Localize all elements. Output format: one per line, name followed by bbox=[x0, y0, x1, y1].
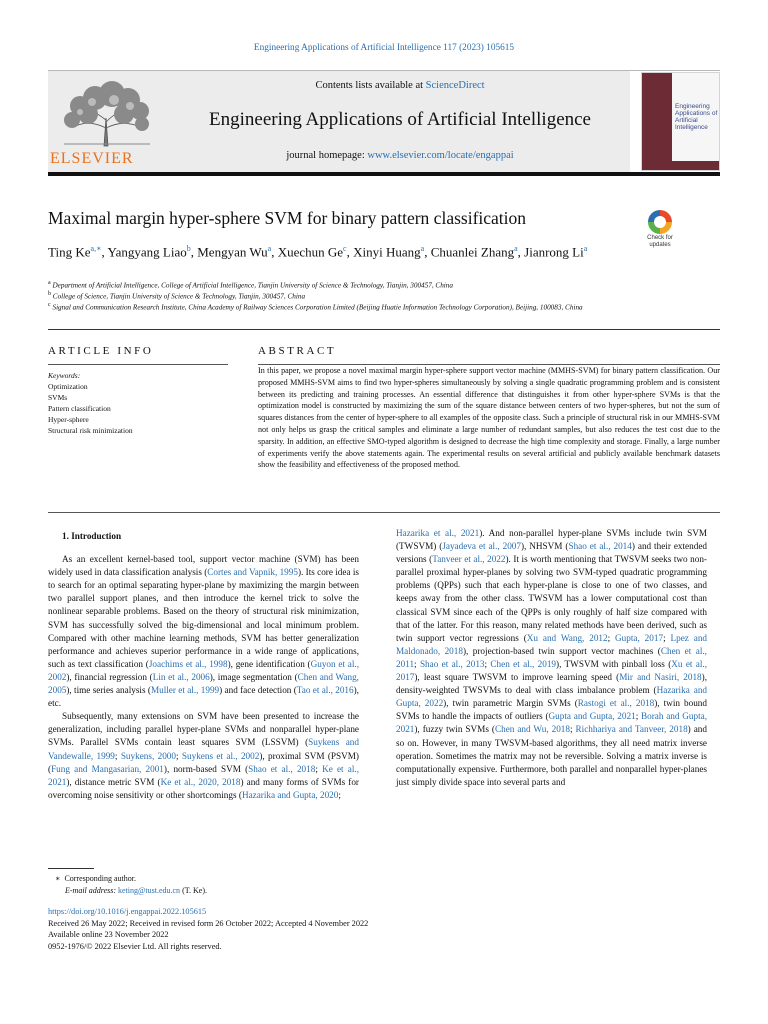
intro-paragraph-3 bbox=[396, 527, 707, 789]
citation-link[interactable]: Chen and Wu, 2018 bbox=[494, 724, 570, 735]
cover-bottom-strip bbox=[642, 161, 720, 171]
text-run: ), gene identification ( bbox=[227, 658, 311, 669]
author-name: Xuechun Ge bbox=[277, 244, 344, 260]
citation-link[interactable]: Shao et al., 2014 bbox=[568, 541, 632, 552]
citation-link[interactable]: Suykens, 2000 bbox=[120, 750, 176, 761]
check-for-updates-badge[interactable] bbox=[640, 210, 680, 260]
text-run: ), proximal SVM (PSVM) ( bbox=[48, 750, 359, 774]
author-affil-mark[interactable]: b bbox=[186, 244, 191, 253]
text-run: ), TWSVM with pinball loss ( bbox=[556, 658, 672, 669]
text-run: ), image segmentation ( bbox=[209, 671, 298, 682]
email-suffix: (T. Ke). bbox=[182, 886, 208, 895]
text-run: ), twin parametric Margin SVMs ( bbox=[443, 698, 578, 709]
citation-link[interactable]: Hazarika and Gupta, 2020 bbox=[241, 789, 339, 800]
text-run: ) and so on. However, in many TWSVM-based algorithms, they all need matrix inverse operation. Sometimes the matrix may not be reversible. Solving a matrix inverse is computationally expensive. Furthermore, both parallel and nonparallel hyper-planes just simply divide space into several parts and bbox=[396, 724, 707, 787]
citation-link[interactable]: Ke et al., 2021 bbox=[48, 763, 360, 787]
text-run: ), time series analysis ( bbox=[66, 685, 151, 696]
text-run: ) and many forms of SVMs for overcoming noise sensitivity or other shortcomings ( bbox=[48, 776, 359, 800]
citation-link[interactable]: Richhariya and Tanveer, 2018 bbox=[575, 724, 688, 735]
cover-title: Engineering Applications of Artificial Intelligence bbox=[675, 103, 718, 131]
text-run: ; bbox=[414, 658, 420, 669]
citation-link[interactable]: Cortes and Vapnik, 1995 bbox=[207, 567, 298, 578]
keyword-item: Optimization bbox=[48, 382, 88, 391]
journal-homepage-link[interactable]: www.elsevier.com/locate/engappai bbox=[367, 150, 514, 161]
contents-available-line bbox=[170, 80, 630, 91]
check-for-updates-label: Check for updates bbox=[647, 235, 673, 248]
text-run: ; bbox=[114, 750, 121, 761]
doi-link[interactable]: https://doi.org/10.1016/j.engappai.2022.105615 bbox=[48, 907, 207, 916]
citation-link[interactable]: Xu et al., 2017 bbox=[396, 658, 708, 683]
affiliations-rule bbox=[48, 329, 720, 330]
affiliation-text: Signal and Communication Research Institute, China Academy of Railway Sciences Corporation Limited (Beijing Huatie Information Technology Corporation), Beijing, 100083, China bbox=[52, 303, 583, 312]
email-line bbox=[55, 885, 355, 897]
text-run: ), density-weighted TWSVMs to deal with class imbalance problem ( bbox=[396, 672, 708, 696]
journal-cover-thumbnail[interactable] bbox=[641, 72, 720, 171]
text-run: ). It is worth mentioning that TWSVM seeks two non-parallel proximal hyper-planes by solving two SVM-typed quadratic programming problems (QPPs) such that each hyper-plane is close to one of two classes, and keeps away from the other class. TWSVM has a lower computational cost than classical SVM since each of the QPPs is only roughly of half size compared with that of the latter. For this reason, many related methods have been derived, such as twin support vector regressions ( bbox=[396, 554, 707, 643]
text-run: ) and face detection ( bbox=[219, 685, 297, 696]
text-run: ; bbox=[570, 724, 576, 735]
author-list: Ting $Ke^{a,∗}$, Yangyang Liao$^b$, Mengyan Wu$^a$, Xuechun Ge$^c$, Xinyi Huang$^a$, Chuanlei Zhang$^a$, Jianrong Li$^a$ bbox=[48, 244, 588, 260]
citation-link[interactable]: Suykens and Vandewalle, 1999 bbox=[48, 737, 359, 761]
keywords-label: Keywords: bbox=[48, 371, 81, 380]
author-affil-mark[interactable]: a bbox=[420, 244, 425, 253]
text-run: ). Its core idea is to search for an optimal separating hyper-plane by maximizing the margin between two parallel support planes, and then introduce the kernel trick to solve the nonlinear separable problems. Based on the theory of structural risk minimization, SVM has successfully solved the big-dimensional and local minimum problem. Compared with other machine learning methods, SVM has better generalization performance and achieves superior performance in a wide range of applications, such as text classification ( bbox=[48, 567, 359, 669]
copyright-line: 0952-1976/© 2022 Elsevier Ltd. All rights reserved. bbox=[48, 941, 222, 951]
citation-link[interactable]: Joachims et al., 1998 bbox=[148, 658, 228, 669]
author-affil-mark[interactable]: c bbox=[343, 244, 347, 253]
corresponding-text: Corresponding author. bbox=[64, 874, 136, 883]
citation-link[interactable]: Gupta and Gupta, 2021 bbox=[548, 711, 636, 722]
email-link[interactable]: keting@tust.edu.cn bbox=[118, 886, 181, 895]
keywords-block bbox=[48, 370, 228, 436]
text-run: ) and their extended versions ( bbox=[396, 541, 707, 565]
journal-homepage-line bbox=[170, 150, 630, 161]
journal-title: Engineering Applications of Artificial Intelligence bbox=[209, 109, 591, 130]
text-run: ), least square TWSVM to improve learning speed ( bbox=[414, 672, 620, 683]
text-run: ), twin bound SVMs to handle the impacts of outliers ( bbox=[396, 698, 707, 722]
citation-link[interactable]: Hazarika and Gupta, 2022 bbox=[396, 685, 708, 709]
text-run: ), etc. bbox=[48, 685, 359, 709]
citation-link[interactable]: Tanveer et al., 2022 bbox=[432, 554, 506, 565]
citation-link[interactable]: Fung and Mangasarian, 2001 bbox=[51, 763, 164, 774]
author-affil-mark[interactable]: a bbox=[514, 244, 518, 253]
affiliation-text: College of Science, Tianjin University of Science & Technology, Tianjin, 300457, China bbox=[52, 292, 306, 301]
article-meta-block bbox=[48, 906, 548, 952]
abstract-rule-bottom bbox=[48, 512, 720, 513]
citation-link[interactable]: Hazarika et al., 2021 bbox=[396, 528, 480, 538]
abstract-heading: ABSTRACT bbox=[258, 345, 337, 357]
text-run: ), norm-based SVM ( bbox=[163, 763, 249, 774]
text-run: ; bbox=[635, 711, 642, 722]
body-column-left bbox=[48, 530, 359, 802]
citation-link[interactable]: Chen et al., 2011 bbox=[396, 645, 707, 669]
affiliation-mark: c bbox=[48, 302, 51, 308]
text-run: ; bbox=[484, 658, 491, 669]
text-run: ), fuzzy twin SVMs ( bbox=[414, 724, 495, 735]
article-info-rule bbox=[48, 364, 228, 365]
text-run: ; bbox=[607, 632, 616, 643]
sciencedirect-link[interactable]: ScienceDirect bbox=[425, 80, 485, 91]
text-run: ), projection-based twin support vector machines ( bbox=[462, 645, 661, 656]
citation-link[interactable]: Mir and Nasiri, 2018 bbox=[619, 672, 702, 683]
citation-link[interactable]: Borah and Gupta, 2021 bbox=[396, 711, 708, 735]
footnote-rule bbox=[48, 868, 94, 869]
affiliation-c bbox=[48, 300, 648, 313]
affiliation-mark: a bbox=[48, 280, 51, 286]
citation-link[interactable]: Guyon et al., 2002 bbox=[48, 658, 359, 682]
contents-prefix: Contents lists available at bbox=[315, 80, 426, 91]
check-icon-inner bbox=[654, 216, 666, 228]
received-dates: Received 26 May 2022; Received in revised form 26 October 2022; Accepted 4 November 2022 bbox=[48, 918, 369, 928]
author-affil-mark[interactable]: a bbox=[267, 244, 272, 253]
text-run: ). And non-parallel hyper-plane SVMs include twin SVM (TWSVM) ( bbox=[396, 528, 707, 552]
corresponding-line: ∗ Corresponding author. bbox=[55, 874, 136, 883]
intro-paragraph-2 bbox=[48, 710, 359, 802]
citation-link[interactable]: Muller et al., 1999 bbox=[150, 685, 220, 696]
available-online: Available online 23 November 2022 bbox=[48, 930, 169, 940]
citation-link[interactable]: Suykens et al., 2002 bbox=[181, 750, 260, 761]
author-name: Xinyi Huang bbox=[353, 244, 421, 260]
author-affil-mark[interactable]: a,∗ bbox=[90, 244, 102, 253]
citation-link[interactable]: Jayadeva et al., 2007 bbox=[442, 541, 521, 552]
header-bottom-rule bbox=[48, 172, 720, 176]
text-run: As an excellent kernel-based tool, support vector machine (SVM) has been widely used in data classification analysis ( bbox=[48, 554, 359, 578]
citation-link[interactable]: Shao et al., 2013 bbox=[419, 658, 485, 669]
keyword-item: Hyper-sphere bbox=[48, 415, 89, 424]
author-name: Jianrong Li bbox=[524, 244, 584, 260]
affiliation-text: Department of Artificial Intelligence, College of Artificial Intelligence, Tianjin University of Science & Technology, Tianjin, 300457, China bbox=[52, 281, 453, 290]
abstract-text: In this paper, we propose a novel maximal margin hyper-sphere support vector machine (MMHS-SVM) for binary pattern classification. Our proposed MMHS-SVM aims to find two hyper-spheres simultaneously by solving a single quadratic programming problem and is consistent between its predicting and training processes. An essential difference that distinguishes it from other hyper-sphere SVMs is that the optimization model is constructed by maximizing the sum of the square distance between centers of two hyper-spheres, but not the sum of squares distances from the center of hyper-sphere to all examples of the opposite class. Such a principle of structural risk in our MMHS-SVM not only helps us grasp the critical samples and eliminate a large number of redundant samples, but also reduces the test cost due to the sparsity. In addition, an effective SMO-typed algorithm is designed to decrease the high time complexity and storage. Finally, a large number of experiments verify the above statements again. The experimental results on several artificial and publicly available benchmark datasets show the feasibility and effectiveness of the proposed method. bbox=[258, 366, 720, 470]
text-run: ), NHSVM ( bbox=[521, 541, 569, 552]
article-info-heading: ARTICLE INFO bbox=[48, 345, 154, 357]
text-run: ), distance metric SVM ( bbox=[66, 776, 161, 787]
body-column-right bbox=[396, 527, 707, 789]
homepage-prefix: journal homepage: bbox=[286, 150, 368, 161]
author-affil-mark[interactable]: a bbox=[583, 244, 588, 253]
journal-citation-link[interactable]: Engineering Applications of Artificial Intelligence 117 (2023) 105615 bbox=[253, 43, 515, 53]
intro-paragraph-1 bbox=[48, 553, 359, 710]
email-label: E-mail address: bbox=[65, 886, 117, 895]
text-run: ; bbox=[338, 789, 341, 800]
keyword-item: Structural risk minimization bbox=[48, 426, 133, 435]
author-name: Mengyan Wu bbox=[197, 244, 268, 260]
section-heading-introduction: 1. Introduction bbox=[62, 531, 122, 541]
affiliation-mark: b bbox=[48, 291, 51, 297]
citation-link[interactable]: Xu and Wang, 2012 bbox=[526, 632, 608, 643]
citation-link[interactable]: Chen and Wang, 2005 bbox=[48, 671, 359, 696]
citation-link[interactable]: Ke et al., 2020, 2018 bbox=[160, 776, 241, 787]
citation-link[interactable]: Gupta, 2017 bbox=[615, 632, 664, 643]
text-run: ; bbox=[175, 750, 182, 761]
citation-link[interactable]: Rastogi et al., 2018 bbox=[577, 698, 655, 709]
keyword-item: SVMs bbox=[48, 393, 68, 402]
text-run: Subsequently, many extensions on SVM have been presented to increase the generalization, including parallel hyper-plane SVMs and nonparallel hyper-plane SVMs. Parallel SVMs contain least squares SVM (LSSVM) ( bbox=[48, 711, 359, 748]
elsevier-wordmark: ELSEVIER bbox=[50, 150, 134, 167]
text-run: ), financial regression ( bbox=[66, 671, 153, 682]
citation-link[interactable]: Lin et al., 2006 bbox=[152, 671, 210, 682]
cover-color-strip bbox=[642, 73, 672, 171]
author-name: Chuanlei Zhang bbox=[430, 244, 515, 260]
keyword-item: Pattern classification bbox=[48, 404, 111, 413]
corresponding-author-footnote bbox=[55, 873, 355, 897]
citation-link[interactable]: Tao et al., 2016 bbox=[296, 685, 354, 696]
citation-link[interactable]: Chen et al., 2019 bbox=[490, 658, 557, 669]
citation-link[interactable]: Shao et al., 2018 bbox=[248, 763, 316, 774]
text-run: ; bbox=[315, 763, 323, 774]
paper-title: Maximal margin hyper-sphere SVM for binary pattern classification bbox=[48, 208, 527, 228]
author-name: Ting Ke bbox=[48, 244, 91, 260]
author-name: Yangyang Liao bbox=[107, 244, 187, 260]
citation-link[interactable]: Lpez and Maldonado, 2018 bbox=[396, 632, 708, 656]
text-run: ; bbox=[663, 632, 671, 643]
